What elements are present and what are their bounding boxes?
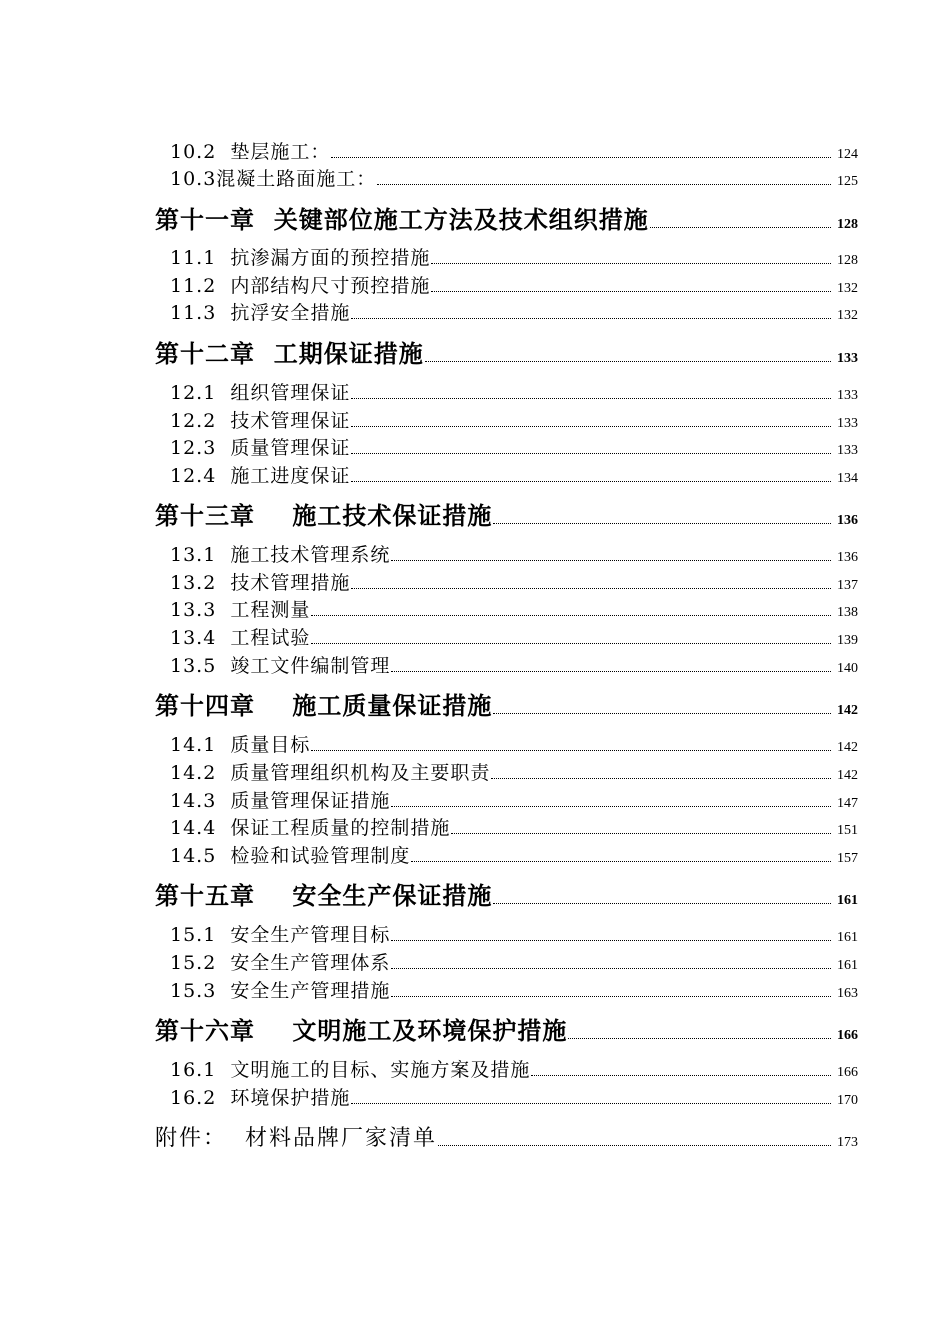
toc-section-entry[interactable] bbox=[170, 167, 858, 189]
toc-page-number: 133 bbox=[837, 443, 858, 458]
toc-page-number: 124 bbox=[837, 147, 858, 162]
toc-entry-title: 附件： 材料品牌厂家清单 bbox=[155, 1126, 437, 1151]
toc-chapter-entry[interactable] bbox=[155, 1015, 858, 1043]
toc-entry-title: 16.2 环境保护措施 bbox=[170, 1087, 351, 1109]
toc-page-number: 125 bbox=[837, 174, 858, 189]
toc-entry-title: 10.2 垫层施工： bbox=[170, 141, 331, 163]
toc-entry-title: 第十六章 文明施工及环境保护措施 bbox=[155, 1016, 568, 1045]
dot-leader bbox=[351, 481, 831, 482]
toc-chapter-entry[interactable] bbox=[155, 690, 858, 718]
dot-leader bbox=[568, 1038, 831, 1039]
toc-page-number: 163 bbox=[837, 986, 858, 1001]
toc-page-number: 133 bbox=[837, 416, 858, 431]
toc-entry-title: 第十五章 安全生产保证措施 bbox=[155, 881, 493, 910]
dot-leader bbox=[531, 1075, 831, 1076]
toc-section-entry[interactable] bbox=[170, 464, 858, 486]
dot-leader bbox=[391, 940, 831, 941]
toc-section-entry[interactable] bbox=[170, 301, 858, 323]
toc-chapter-entry[interactable] bbox=[155, 338, 858, 366]
dot-leader bbox=[411, 861, 831, 862]
dot-leader bbox=[351, 453, 831, 454]
toc-chapter-entry[interactable] bbox=[155, 500, 858, 528]
toc-section-entry[interactable] bbox=[170, 733, 858, 755]
dot-leader bbox=[311, 643, 831, 644]
toc-page-number: 147 bbox=[837, 796, 858, 811]
toc-section-entry[interactable] bbox=[170, 274, 858, 296]
toc-section-entry[interactable] bbox=[170, 381, 858, 403]
dot-leader bbox=[331, 157, 831, 158]
toc-section-entry[interactable] bbox=[170, 654, 858, 676]
toc-section-entry[interactable] bbox=[170, 436, 858, 458]
toc-page-number: 161 bbox=[837, 958, 858, 973]
dot-leader bbox=[650, 227, 831, 228]
toc-entry-title: 12.1 组织管理保证 bbox=[170, 382, 351, 404]
toc-entry-title: 12.4 施工进度保证 bbox=[170, 465, 351, 487]
dot-leader bbox=[391, 560, 831, 561]
dot-leader bbox=[438, 1145, 831, 1146]
toc-section-entry[interactable] bbox=[170, 951, 858, 973]
toc-entry-title: 第十四章 施工质量保证措施 bbox=[155, 691, 493, 720]
toc-entry-title: 第十二章 工期保证措施 bbox=[155, 339, 424, 368]
dot-leader bbox=[491, 778, 831, 779]
toc-entry-title: 16.1 文明施工的目标、实施方案及措施 bbox=[170, 1059, 531, 1081]
toc-section-entry[interactable] bbox=[170, 626, 858, 648]
toc-section-entry[interactable] bbox=[170, 140, 858, 162]
dot-leader bbox=[377, 184, 831, 185]
dot-leader bbox=[351, 318, 831, 319]
toc-page-number: 133 bbox=[837, 351, 858, 366]
toc-section-entry[interactable] bbox=[170, 1058, 858, 1080]
toc-section-entry[interactable] bbox=[170, 1086, 858, 1108]
toc-section-entry[interactable] bbox=[170, 543, 858, 565]
toc-entry-title: 11.1 抗渗漏方面的预控措施 bbox=[170, 247, 431, 269]
toc-page-number: 140 bbox=[837, 661, 858, 676]
toc-section-entry[interactable] bbox=[170, 789, 858, 811]
dot-leader bbox=[311, 750, 831, 751]
toc-page-number: 139 bbox=[837, 633, 858, 648]
toc-entry-title: 13.2 技术管理措施 bbox=[170, 572, 351, 594]
toc-appendix-entry[interactable] bbox=[155, 1124, 858, 1150]
dot-leader bbox=[391, 996, 831, 997]
toc-page-number: 133 bbox=[837, 388, 858, 403]
toc-page-number: 137 bbox=[837, 578, 858, 593]
toc-entry-title: 第十三章 施工技术保证措施 bbox=[155, 501, 493, 530]
dot-leader bbox=[493, 713, 831, 714]
toc-entry-title: 12.3 质量管理保证 bbox=[170, 437, 351, 459]
toc-entry-title: 15.1 安全生产管理目标 bbox=[170, 924, 391, 946]
toc-page-number: 157 bbox=[837, 851, 858, 866]
toc-page-number: 151 bbox=[837, 823, 858, 838]
dot-leader bbox=[451, 833, 831, 834]
toc-entry-title: 10.3混凝土路面施工： bbox=[170, 168, 377, 190]
toc-page-number: 132 bbox=[837, 281, 858, 296]
toc-entry-title: 14.1 质量目标 bbox=[170, 734, 311, 756]
toc-entry-title: 第十一章 关键部位施工方法及技术组织措施 bbox=[155, 205, 649, 234]
toc-entry-title: 15.2 安全生产管理体系 bbox=[170, 952, 391, 974]
dot-leader bbox=[351, 398, 831, 399]
toc-entry-title: 11.2 内部结构尺寸预控措施 bbox=[170, 275, 431, 297]
dot-leader bbox=[431, 263, 831, 264]
toc-entry-title: 13.3 工程测量 bbox=[170, 599, 311, 621]
toc-page-number: 166 bbox=[837, 1065, 858, 1080]
toc-section-entry[interactable] bbox=[170, 923, 858, 945]
toc-entry-title: 14.2 质量管理组织机构及主要职责 bbox=[170, 762, 491, 784]
dot-leader bbox=[493, 523, 831, 524]
dot-leader bbox=[391, 968, 831, 969]
dot-leader bbox=[351, 588, 831, 589]
toc-section-entry[interactable] bbox=[170, 409, 858, 431]
toc-page-number: 142 bbox=[837, 740, 858, 755]
toc-page-number: 136 bbox=[837, 513, 858, 528]
toc-entry-title: 13.5 竣工文件编制管理 bbox=[170, 655, 391, 677]
toc-page-number: 136 bbox=[837, 550, 858, 565]
toc-entry-title: 14.5 检验和试验管理制度 bbox=[170, 845, 411, 867]
toc-section-entry[interactable] bbox=[170, 761, 858, 783]
toc-page-number: 134 bbox=[837, 471, 858, 486]
dot-leader bbox=[425, 361, 831, 362]
dot-leader bbox=[351, 426, 831, 427]
toc-page-number: 128 bbox=[837, 217, 858, 232]
toc-section-entry[interactable] bbox=[170, 844, 858, 866]
toc-section-entry[interactable] bbox=[170, 979, 858, 1001]
dot-leader bbox=[311, 615, 831, 616]
toc-page-number: 166 bbox=[837, 1028, 858, 1043]
toc-page-number: 161 bbox=[837, 893, 858, 908]
toc-chapter-entry[interactable] bbox=[155, 204, 858, 232]
toc-page-number: 173 bbox=[837, 1135, 858, 1150]
dot-leader bbox=[391, 671, 831, 672]
dot-leader bbox=[351, 1103, 831, 1104]
toc-entry-title: 11.3 抗浮安全措施 bbox=[170, 302, 351, 324]
toc-page-number: 142 bbox=[837, 768, 858, 783]
toc-section-entry[interactable] bbox=[170, 598, 858, 620]
toc-entry-title: 14.3 质量管理保证措施 bbox=[170, 790, 391, 812]
toc-entry-title: 13.1 施工技术管理系统 bbox=[170, 544, 391, 566]
toc-section-entry[interactable] bbox=[170, 571, 858, 593]
toc-page-number: 161 bbox=[837, 930, 858, 945]
toc-page-number: 170 bbox=[837, 1093, 858, 1108]
toc-page-number: 128 bbox=[837, 253, 858, 268]
dot-leader bbox=[431, 291, 831, 292]
toc-section-entry[interactable] bbox=[170, 816, 858, 838]
toc-entry-title: 14.4 保证工程质量的控制措施 bbox=[170, 817, 451, 839]
toc-page-number: 142 bbox=[837, 703, 858, 718]
toc-section-entry[interactable] bbox=[170, 246, 858, 268]
dot-leader bbox=[391, 806, 831, 807]
dot-leader bbox=[493, 903, 831, 904]
toc-entry-title: 15.3 安全生产管理措施 bbox=[170, 980, 391, 1002]
toc-entry-title: 12.2 技术管理保证 bbox=[170, 410, 351, 432]
toc-page-number: 138 bbox=[837, 605, 858, 620]
toc-entry-title: 13.4 工程试验 bbox=[170, 627, 311, 649]
toc-page-number: 132 bbox=[837, 308, 858, 323]
toc-chapter-entry[interactable] bbox=[155, 880, 858, 908]
